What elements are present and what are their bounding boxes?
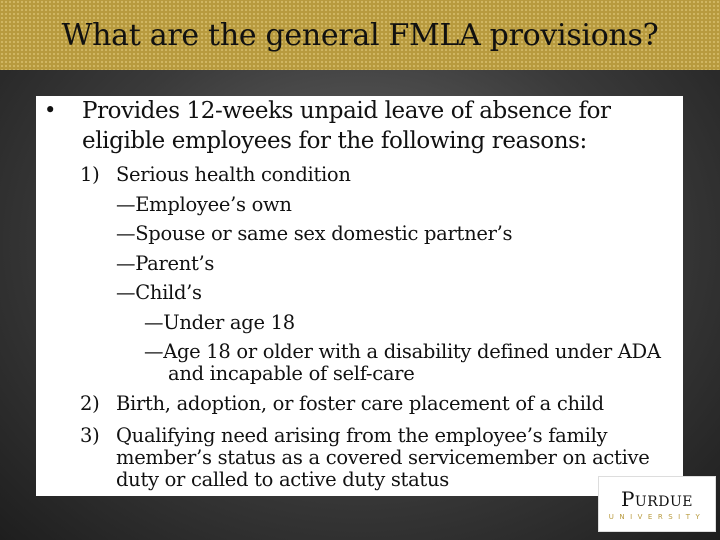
title-bar [0,0,720,70]
item-text-3: Qualifying need arising from the employee’s family member’s status as a covered servicemember on active duty or called to active duty status [116,423,650,491]
bullet-marker: • [44,98,57,122]
sub-item-parent: —Parent’s [116,251,215,275]
subsub-item-over-18: —Age 18 or older with a disability defined under ADA and incapable of self-care [144,340,661,385]
slide-title: What are the general FMLA provisions? [61,17,659,53]
logo-subtitle: UNIVERSITY [608,513,706,521]
sub-item-child: —Child’s [116,281,202,304]
item-number-1: 1) [80,163,100,186]
item-number-3: 3) [80,423,100,447]
subsub-item-under-18: —Under age 18 [144,310,295,334]
logo-wordmark: Purdue [620,487,694,511]
content-box [36,96,683,496]
list-item-3 [80,421,680,491]
purdue-logo [598,476,716,532]
bullet-text: Provides 12-weeks unpaid leave of absence for eligible employees for the following reasons: [82,98,611,154]
sub-item-employee: —Employee’s own [116,192,292,216]
item-number-2: 2) [80,392,100,415]
list-item-1 [80,160,680,190]
reasons-list [80,160,680,491]
item-text-1: Serious health condition [116,163,351,186]
sub-item-spouse: —Spouse or same sex domestic partner’s [116,222,513,245]
list-item-2 [80,389,680,419]
item-text-2: Birth, adoption, or foster care placement of a child [116,392,604,415]
